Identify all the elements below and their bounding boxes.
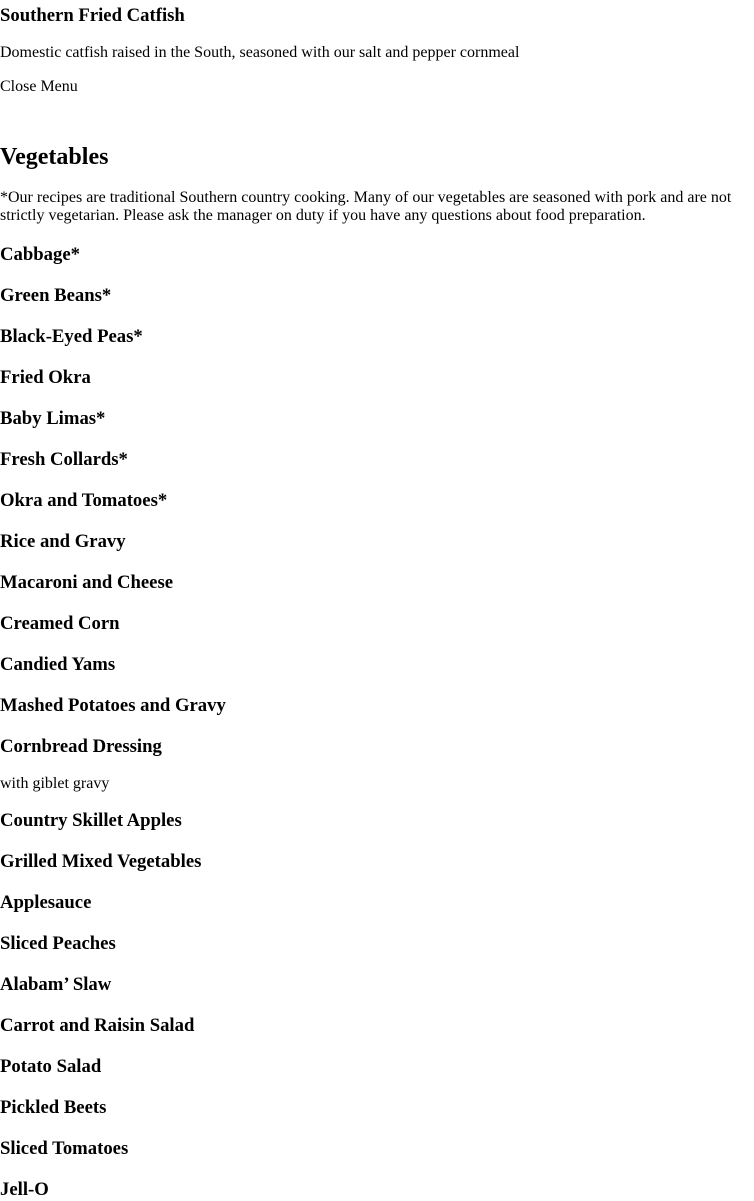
list-item: [0, 654, 754, 676]
item-title: Okra and Tomatoes*: [0, 490, 168, 511]
list-item: [0, 572, 754, 594]
item-title: Candied Yams: [0, 654, 116, 675]
list-item: [0, 1179, 754, 1201]
item-title: Applesauce: [0, 892, 92, 913]
item-title: Fresh Collards*: [0, 449, 128, 470]
item-title: Creamed Corn: [0, 613, 120, 634]
list-item: [0, 695, 754, 717]
list-item: [0, 1097, 754, 1119]
item-title: Cornbread Dressing: [0, 736, 162, 757]
item-description: with giblet gravy: [0, 775, 110, 792]
list-item: [0, 285, 754, 307]
item-title: Alabam’ Slaw: [0, 974, 112, 995]
item-title: Pickled Beets: [0, 1097, 107, 1118]
list-item: [0, 613, 754, 635]
list-item: [0, 892, 754, 914]
list-item: [0, 851, 754, 873]
item-title: Grilled Mixed Vegetables: [0, 851, 202, 872]
list-item: [0, 974, 754, 996]
list-item: [0, 326, 754, 348]
list-item: [0, 408, 754, 430]
item-title: Potato Salad: [0, 1056, 102, 1077]
list-item: [0, 736, 754, 793]
section-note: *Our recipes are traditional Southern country cooking. Many of our vegetables are seasoned with pork and are not strictly vegetarian. Please ask the manager on duty if you have any questions about food preparation.: [0, 189, 732, 224]
item-title: Black-Eyed Peas*: [0, 326, 143, 347]
item-title: Mashed Potatoes and Gravy: [0, 695, 226, 716]
item-title: Baby Limas*: [0, 408, 106, 429]
item-title: Macaroni and Cheese: [0, 572, 174, 593]
list-item: [0, 810, 754, 832]
item-title: Cabbage*: [0, 244, 80, 265]
list-item: [0, 449, 754, 471]
list-item: [0, 1015, 754, 1037]
item-title: Rice and Gravy: [0, 531, 126, 552]
item-title: Fried Okra: [0, 367, 91, 388]
list-item: [0, 1056, 754, 1078]
item-title: Southern Fried Catfish: [0, 5, 185, 26]
list-item: [0, 367, 754, 389]
item-title: Sliced Peaches: [0, 933, 116, 954]
list-item: [0, 531, 754, 553]
item-title: Country Skillet Apples: [0, 810, 182, 831]
menu-item-catfish: [0, 5, 754, 62]
list-item: [0, 490, 754, 512]
item-title: Jell-O: [0, 1179, 49, 1200]
close-menu-button[interactable]: Close Menu: [0, 78, 78, 95]
list-item: [0, 933, 754, 955]
list-item: [0, 1138, 754, 1160]
item-title: Carrot and Raisin Salad: [0, 1015, 195, 1036]
vegetables-list: [0, 244, 754, 1201]
section-title: Vegetables: [0, 144, 109, 170]
item-description: Domestic catfish raised in the South, seasoned with our salt and pepper cornmeal: [0, 44, 520, 61]
list-item: [0, 244, 754, 266]
item-title: Green Beans*: [0, 285, 112, 306]
item-title: Sliced Tomatoes: [0, 1138, 129, 1159]
